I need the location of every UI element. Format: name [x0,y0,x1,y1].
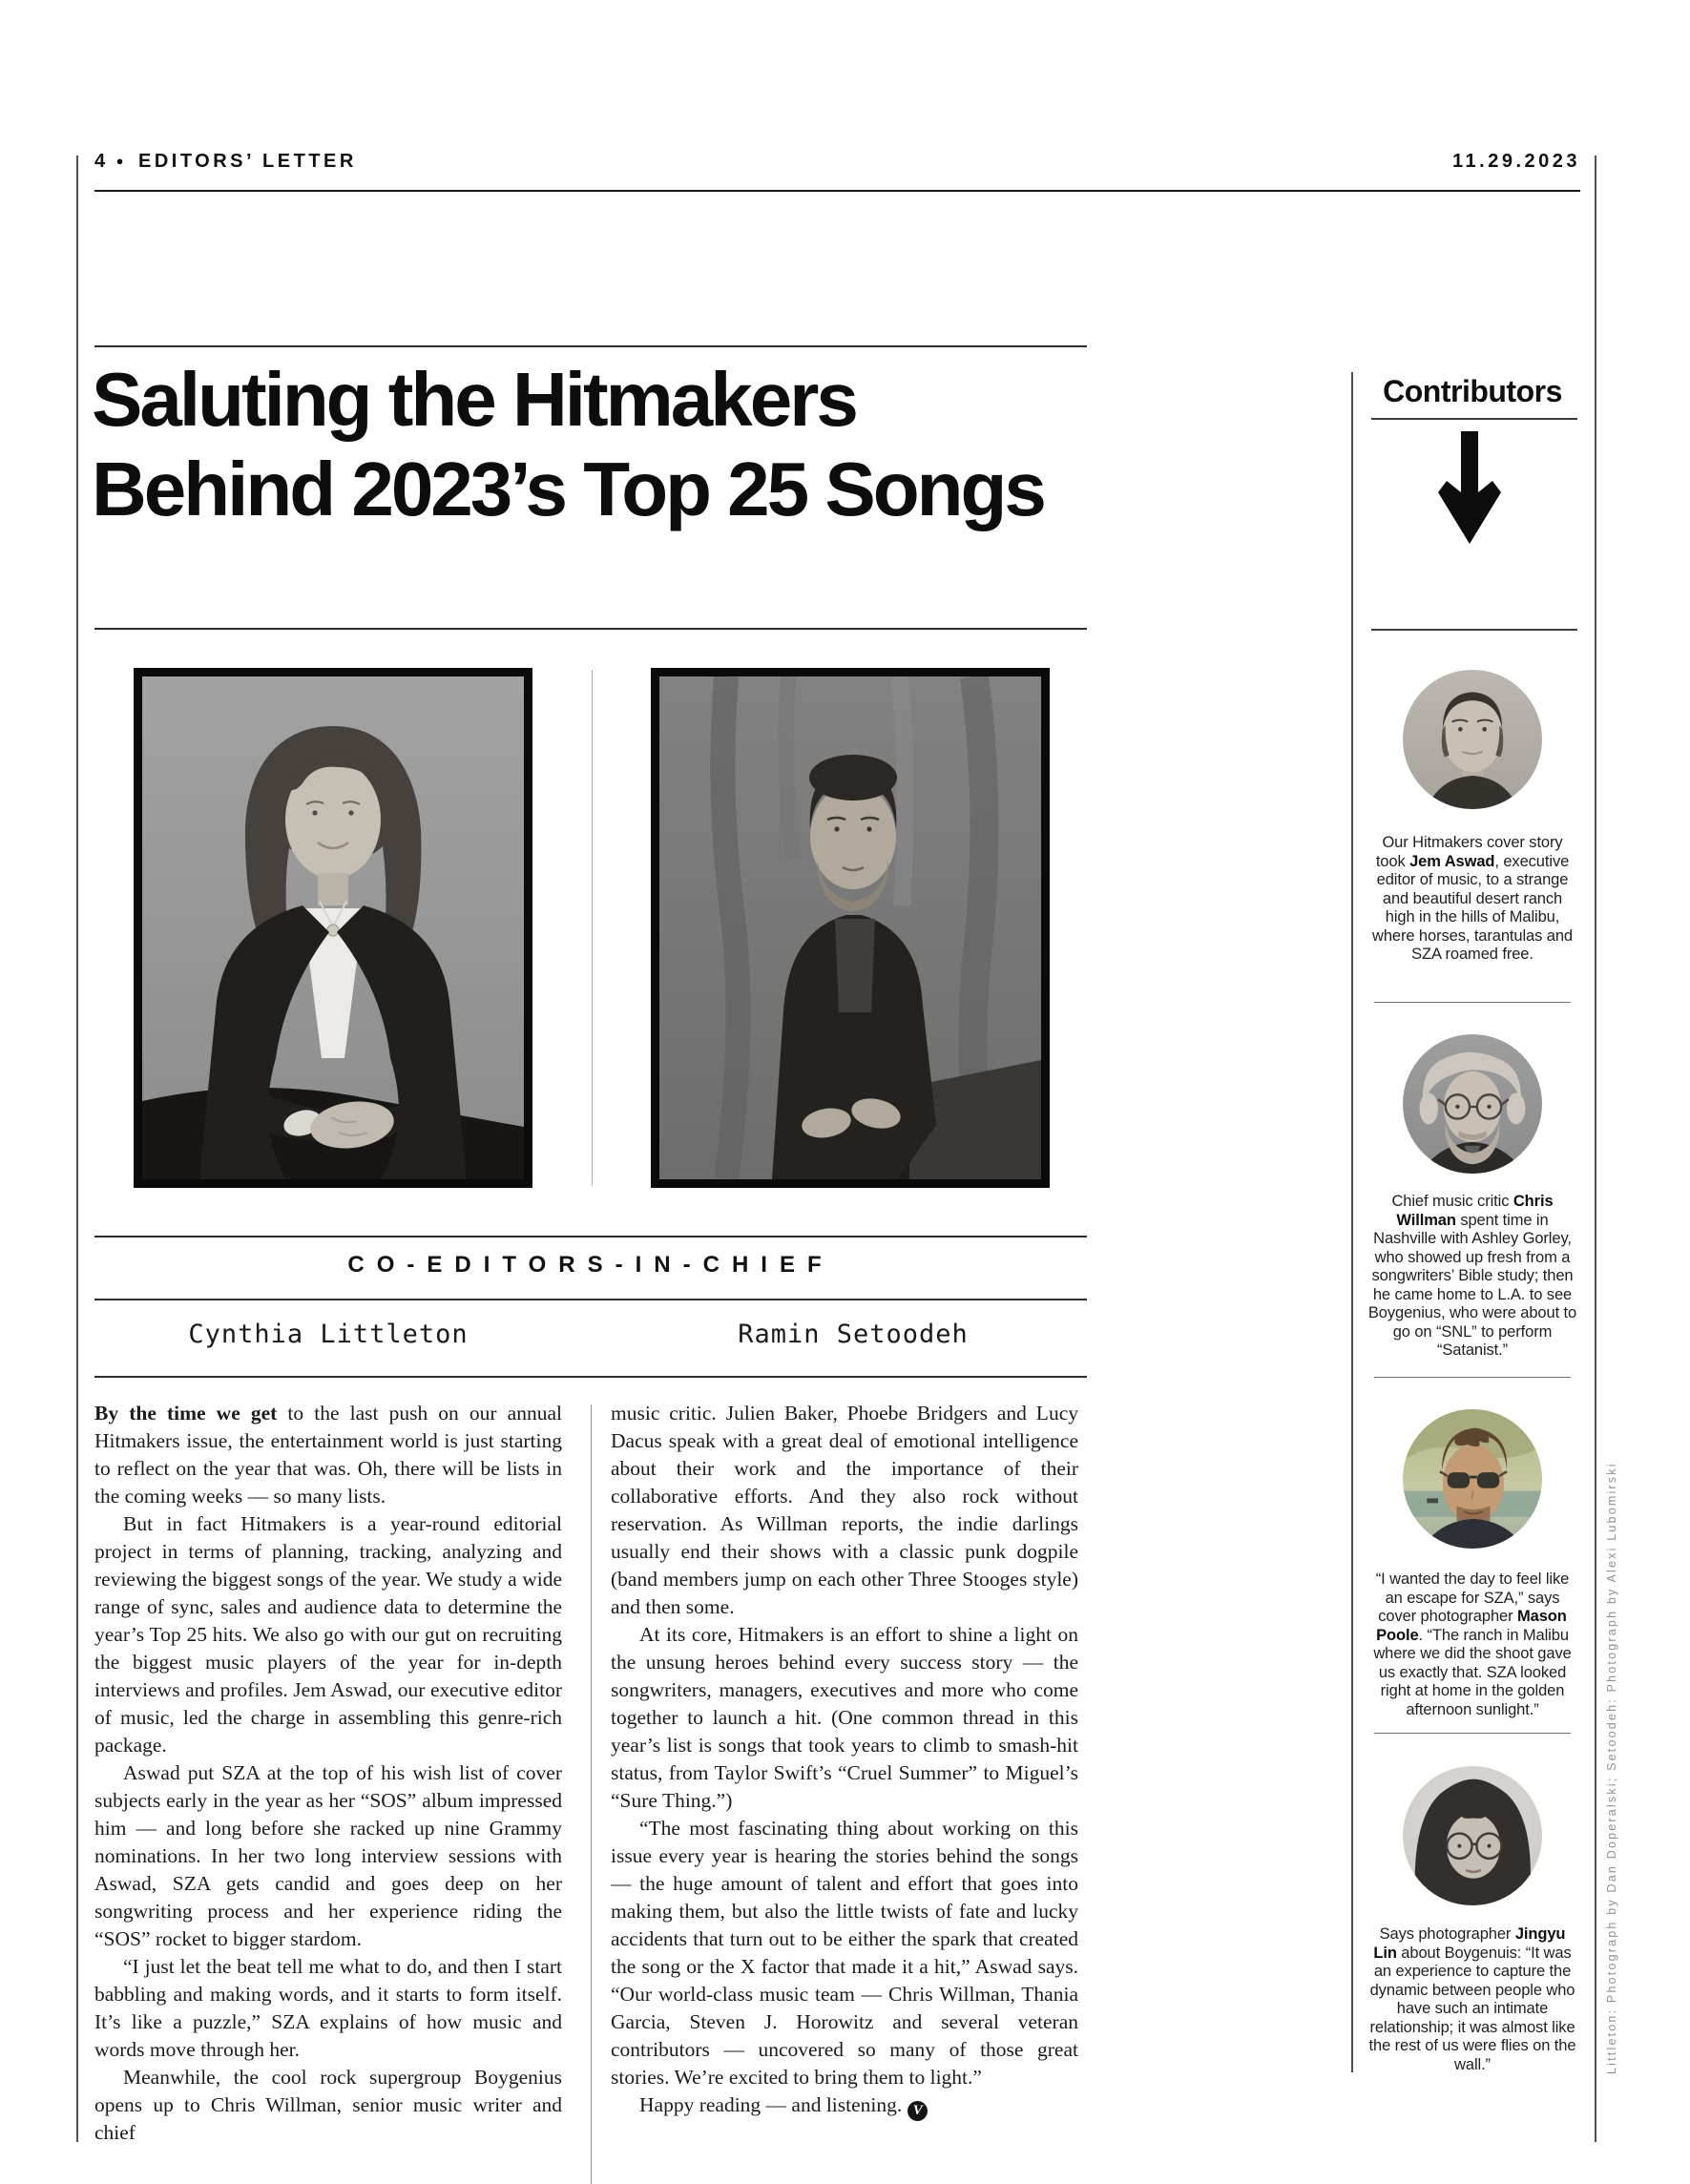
contributor-caption [1367,1193,1577,1361]
editor-name-littleton: Cynthia Littleton [188,1320,469,1349]
page-title [92,355,1044,534]
contributor-name: Jem Aswad [1409,852,1495,870]
caption-text: “I wanted the day to feel like an escape for SZA,” says cover photographer [1375,1570,1570,1625]
paragraph: At its core, Hitmakers is an effort to shine a light on the unsung heroes behind every success story — the songwriters, managers, executives and more who come together to launch a hit. (One common thread in this year’s list is songs that took years to climb to smash-hit status, from Taylor Swift’s “Cruel Summer” to Miguel’s “Sure Thing.”) [611,1623,1078,1812]
setoodeh-portrait-illustration [659,676,1041,1179]
caption-text: Says photographer [1379,1925,1515,1943]
paragraph: “I just let the beat tell me what to do, and then I start babbling and making words, and it starts to form itself. It’s like a puzzle,” SZA explains of how music and words move through her. [94,1955,562,2061]
issue-date: 11.29.2023 [1452,151,1580,172]
littleton-portrait-photo [134,668,532,1188]
caption-rule [1374,1002,1571,1003]
caption-text: . “The ranch in Malibu where we did the shoot gave us exactly that. SZA looked right at home in the golden afternoon sunlight.” [1373,1626,1572,1718]
left-page-rule [76,156,78,2142]
section-label: EDITORS’ LETTER [137,151,357,172]
paragraph: Aswad put SZA at the top of his wish list of cover subjects early in the year as her “SOS” album impressed him — and long before she racked up nine Grammy nominations. In her two long interview sessions with Aswad, SZA gets candid and goes deep on her songwriting process and her experience riding the “SOS” rocket to bigger stardom. [94,1761,562,1950]
editor-name-setoodeh: Ramin Setoodeh [738,1320,969,1349]
caption-rule [1374,1377,1571,1378]
littleton-portrait-illustration [142,676,524,1179]
contributors-title-rule [1371,418,1577,420]
headline-line2: Behind 2023’s Top 25 Songs [92,447,1044,531]
caption-rule [1374,1733,1571,1734]
setoodeh-portrait-photo [651,668,1050,1188]
paragraph: Meanwhile, the cool rock supergroup Boygenius opens up to Chris Willman, senior music writer and chief [94,2066,562,2144]
contributor-caption [1367,834,1577,965]
photo-credit-vertical: Littleton: Photograph by Dan Doperalski; Setoodeh: Photograph by Alexi Lubomirski [1605,1462,1618,2074]
caption-text: Our Hitmakers cover story took [1375,834,1563,870]
mason-poole-headshot [1403,1409,1542,1549]
paragraph [94,1400,562,1510]
lead-in-bold: By the time we get [94,1402,278,1425]
paragraph: “The most fascinating thing about working on this issue every year is hearing the stories behind the songs — the huge amount of talent and effort that goes into making them, but also the little twists of fate and lucky accidents that turn out to be either the spark that created the song or the X factor that made it a hit,” Aswad says. “Our world-class music team — Chris Willman, Thania Garcia, Steven J. Horowitz and several veteran contributors — uncovered so many of those great stories. We’re excited to bring them to light.” [611,1817,1078,2089]
contributor-caption [1367,1570,1577,1719]
masthead-bottom-rule [94,1376,1087,1378]
contributors-divider-rule [1351,372,1353,2072]
contributor-caption [1367,1925,1577,2074]
caption-text: about Boygenuis: “It was an experience to capture the dynamic between people who have such an intimate relationship; it was almost like the rest of us were flies on the wall.” [1368,1944,1576,2073]
contributors-section-rule [1371,629,1577,631]
closing-line: Happy reading — and listening. [639,2093,903,2116]
lead-in-rest: to the last push on our annual Hitmakers issue, the entertainment world is just starting to reflect on the year that was. Oh, there will be lists in the coming weeks — so many lists. [94,1402,562,1508]
page-number: 4 [94,151,109,172]
down-arrow-icon [1438,431,1501,544]
headline-line1: Saluting the Hitmakers [92,357,856,442]
column-divider-rule [591,1404,592,2184]
chris-willman-headshot [1403,1034,1542,1174]
article-right-column [611,1400,1078,2184]
jem-aswad-headshot [1403,670,1542,809]
contributors-title: Contributors [1383,374,1562,408]
contributor-name: Chris Willman [1396,1193,1554,1229]
coeditors-label: CO-EDITORS-IN-CHIEF [347,1252,834,1278]
bullet-icon: ● [115,154,127,168]
caption-text: spent time in Nashville with Ashley Gorley, who showed up fresh from a songwriters’ Bible study; then he came home to L.A. to see Boygenius, who were about to go on “SNL” to perform “Satanist.” [1367,1211,1577,1359]
masthead-top-rule [94,1236,1087,1238]
header-rule [94,190,1580,192]
header-kicker [94,151,357,173]
jingyu-lin-headshot [1403,1766,1542,1905]
paragraph: But in fact Hitmakers is a year-round editorial project in terms of planning, tracking, analyzing and reviewing the biggest songs of the year. We study a wide range of sync, sales and audience data to determine the year’s Top 25 hits. We also go with our gut on recruiting the biggest music players of the year for in-depth interviews and profiles. Jem Aswad, our executive editor of music, led the charge in assembling this genre-rich package. [94,1512,562,1757]
paragraph [611,2091,1078,2121]
caption-text: Chief music critic [1391,1193,1513,1210]
caption-text: , executive editor of music, to a strange and beautiful desert ranch high in the hills of Malibu, where horses, tarantulas and SZA roamed free. [1372,852,1573,963]
variety-endmark-icon: V [908,2101,928,2121]
contributor-name: Mason Poole [1376,1608,1567,1644]
photo-divider-rule [592,670,593,1186]
article-left-column [94,1400,562,2184]
headline-bottom-rule [94,628,1087,630]
contributor-name: Jingyu Lin [1373,1925,1566,1962]
headline-top-rule [94,345,1087,347]
paragraph: music critic. Julien Baker, Phoebe Bridgers and Lucy Dacus speak with a great deal of emotional intelligence about their work and the importance of their collaborative efforts. And they also rock without reservation. As Willman reports, the indie darlings usually end their shows with a classic punk dogpile (band members jump on each other Three Stooges style) and then some. [611,1402,1078,1618]
right-page-rule [1595,156,1596,2142]
masthead-mid-rule [94,1299,1087,1300]
